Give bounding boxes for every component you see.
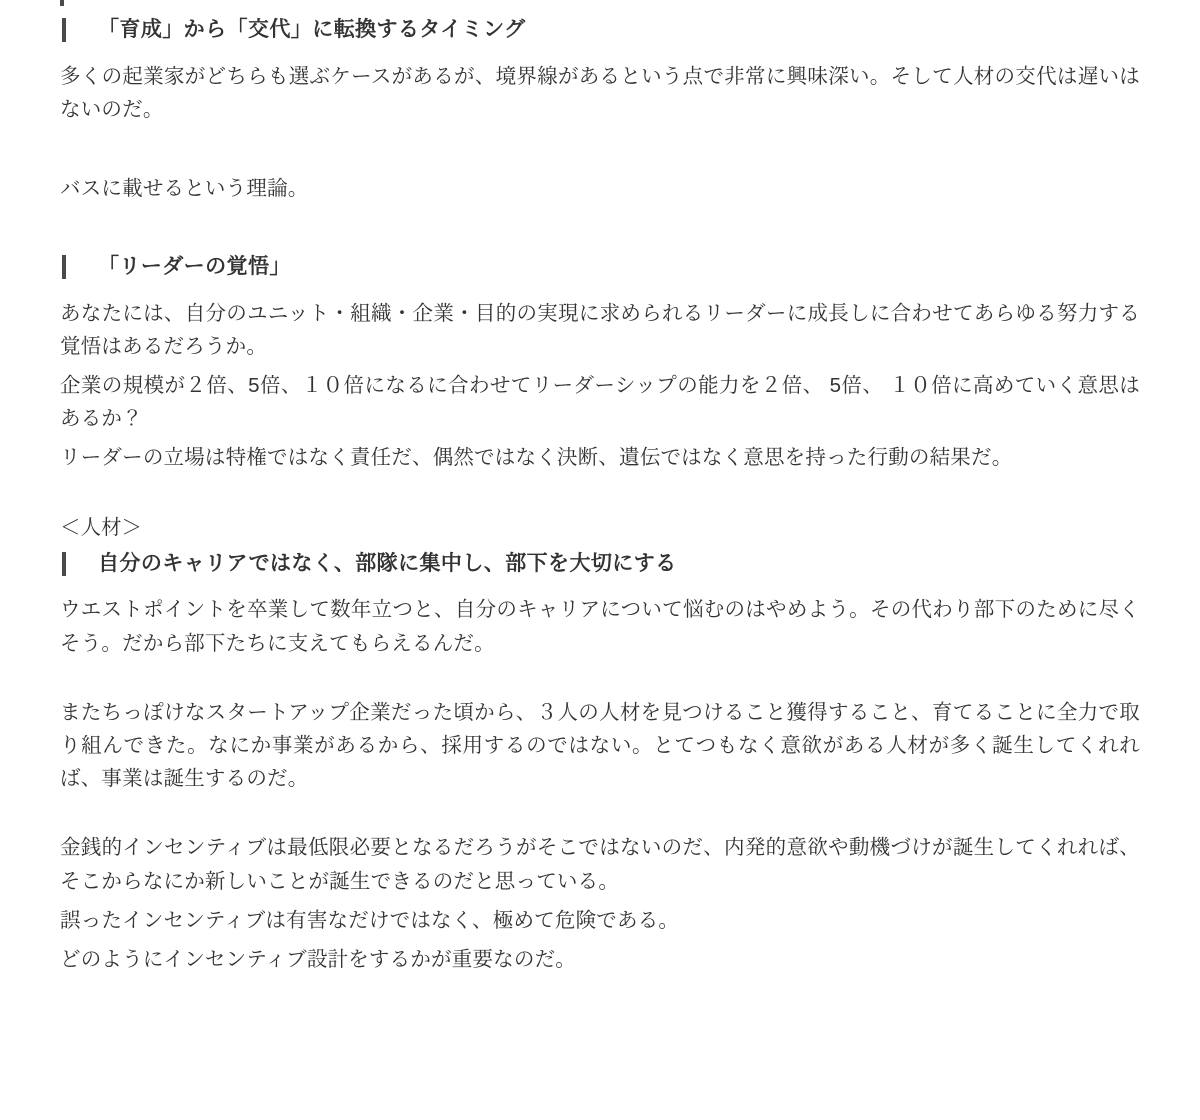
section-heading bbox=[60, 548, 1140, 580]
paragraph: 多くの起業家がどちらも選ぶケースがあるが、境界線があるという点で非常に興味深い。そして人材の交代は遅いはないのだ。 bbox=[60, 64, 1140, 121]
document-content bbox=[60, 0, 1140, 976]
cutoff-accent-bar bbox=[60, 0, 64, 6]
subsection-label: ＜人材＞ bbox=[60, 515, 142, 539]
paragraph: またちっぽけなスタートアップ企業だった頃から、３人の人材を見つけること獲得すること、育てることに全力で取り組んできた。なにか事業があるから、採用するのではない。とてつもなく意欲がある人材が多く誕生してくれれば、事業は誕生するのだ。 bbox=[60, 700, 1140, 791]
spacer bbox=[60, 132, 1140, 172]
spacer bbox=[60, 481, 1140, 511]
spacer bbox=[60, 666, 1140, 696]
paragraph: 誤ったインセンティブは有害なだけではなく、極めて危険である。 bbox=[60, 908, 680, 932]
paragraph: 金銭的インセンティブは最低限必要となるだろうがそこではないのだ、内発的意欲や動機づけが誕生してくれれば、そこからなにか新しいことが誕生できるのだと思っている。 bbox=[60, 836, 1140, 893]
paragraph: あなたには、自分のユニット・組織・企業・目的の実現に求められるリーダーに成長しに合わせてあらゆる努力する覚悟はあるだろうか。 bbox=[60, 301, 1140, 358]
section-heading-text: 「育成」から「交代」に転換するタイミング bbox=[98, 18, 526, 41]
spacer bbox=[60, 211, 1140, 251]
heading-accent-bar bbox=[62, 552, 66, 576]
paragraph: どのようにインセンティブ設計をするかが重要なのだ。 bbox=[60, 947, 576, 971]
section-heading bbox=[60, 14, 1140, 46]
section-heading-text: 自分のキャリアではなく、部隊に集中し、部下を大切にする bbox=[98, 551, 677, 575]
paragraph: バスに載せるという理論。 bbox=[60, 176, 309, 200]
heading-accent-bar bbox=[62, 255, 66, 279]
paragraph: 企業の規模が２倍、5倍、１０倍になるに合わせてリーダーシップの能力を２倍、 5倍、 １０倍に高めていく意思はあるか？ bbox=[60, 374, 1140, 431]
spacer bbox=[60, 801, 1140, 831]
paragraph: リーダーの立場は特権ではなく責任だ、偶然ではなく決断、遺伝ではなく意思を持った行動の結果だ。 bbox=[60, 446, 1013, 470]
section-heading-text: 「リーダーの覚悟」 bbox=[98, 255, 291, 279]
section-heading bbox=[60, 251, 1140, 283]
paragraph: ウエストポイントを卒業して数年立つと、自分のキャリアについて悩むのはやめよう。その代わり部下のために尽くそう。だから部下たちに支えてもらえるんだ。 bbox=[60, 598, 1140, 655]
heading-accent-bar bbox=[62, 18, 66, 42]
